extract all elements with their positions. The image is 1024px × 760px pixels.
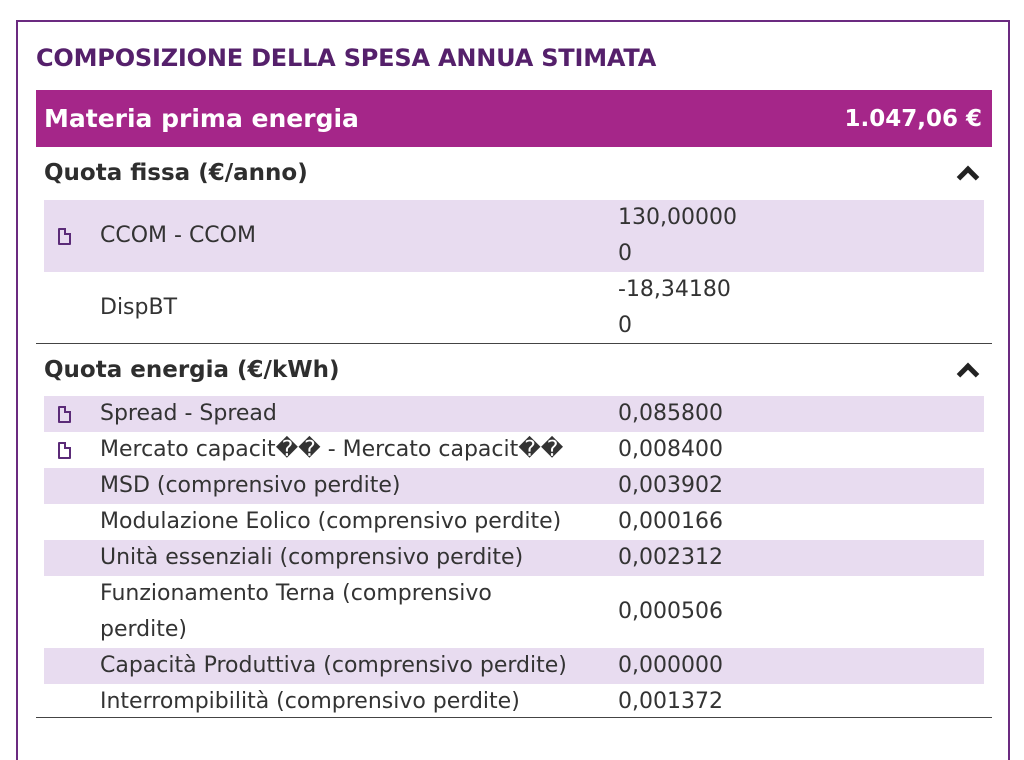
row-value: 0,000506 bbox=[618, 599, 723, 624]
row-value: 0,003902 bbox=[618, 473, 723, 498]
row-value: 0,001372 bbox=[618, 689, 723, 714]
row-value: 0,000166 bbox=[618, 509, 723, 534]
row-value: 0,000000 bbox=[618, 653, 723, 678]
energy-raw-material-label: Materia prima energia bbox=[44, 104, 359, 133]
row-value: 0,008400 bbox=[618, 437, 723, 462]
row-name: CCOM - CCOM bbox=[100, 223, 256, 248]
section-header-quota-energia[interactable] bbox=[36, 344, 992, 396]
row-name: Modulazione Eolico (comprensivo perdite) bbox=[100, 509, 562, 534]
row-value: 0,002312 bbox=[618, 545, 723, 570]
table-row bbox=[44, 396, 984, 432]
table-row bbox=[44, 504, 984, 540]
panel-title: COMPOSIZIONE DELLA SPESA ANNUA STIMATA bbox=[36, 44, 657, 72]
table-row bbox=[44, 540, 984, 576]
section-divider bbox=[36, 717, 992, 718]
row-value-line2: 0 bbox=[618, 313, 632, 338]
table-row bbox=[44, 200, 984, 272]
section-header-quota-fissa[interactable] bbox=[36, 147, 992, 199]
chevron-up-icon[interactable] bbox=[957, 166, 980, 189]
chevron-up-icon[interactable] bbox=[957, 363, 980, 386]
table-row bbox=[44, 684, 984, 720]
energy-raw-material-amount: 1.047,06 € bbox=[844, 105, 982, 132]
energy-raw-material-bar bbox=[36, 90, 992, 147]
row-value-line1: 130,00000 bbox=[618, 205, 737, 230]
document-icon[interactable] bbox=[58, 442, 71, 459]
section-title: Quota fissa (€/anno) bbox=[44, 160, 308, 186]
table-row bbox=[44, 272, 984, 344]
row-name: MSD (comprensivo perdite) bbox=[100, 473, 401, 498]
document-icon[interactable] bbox=[58, 406, 71, 423]
table-row bbox=[44, 468, 984, 504]
row-value-line2: 0 bbox=[618, 241, 632, 266]
section-title: Quota energia (€/kWh) bbox=[44, 357, 340, 383]
row-value-line1: -18,34180 bbox=[618, 277, 731, 302]
table-row bbox=[44, 432, 984, 468]
row-name: Spread - Spread bbox=[100, 401, 277, 426]
row-name: Mercato capacit�� - Mercato capacit�� bbox=[100, 437, 564, 462]
document-icon[interactable] bbox=[58, 228, 71, 245]
row-name: Capacità Produttiva (comprensivo perdite) bbox=[100, 653, 567, 678]
row-name: DispBT bbox=[100, 295, 178, 320]
row-name: Interrompibilità (comprensivo perdite) bbox=[100, 689, 520, 714]
table-row bbox=[44, 648, 984, 684]
spending-composition-panel bbox=[16, 20, 1010, 760]
row-name: Unità essenziali (comprensivo perdite) bbox=[100, 545, 524, 570]
row-name: Funzionamento Terna (comprensivo perdite) bbox=[100, 581, 492, 642]
table-row bbox=[44, 576, 984, 648]
row-value: 0,085800 bbox=[618, 401, 723, 426]
